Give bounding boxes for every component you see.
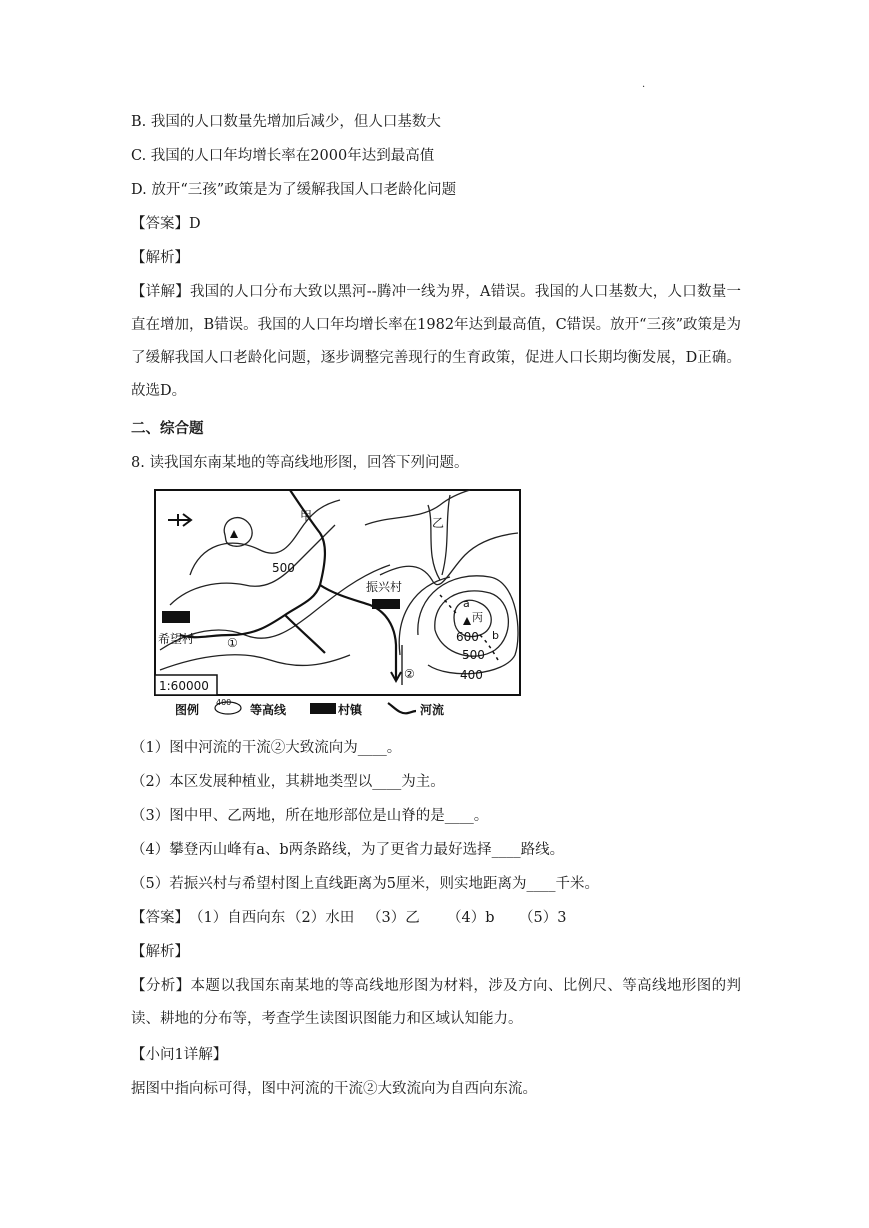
sub-question-4: （4）攀登丙山峰有a、b两条路线，为了更省力最好选择____路线。 xyxy=(131,842,565,858)
label-b: b xyxy=(492,629,499,642)
sub-question-1: （1）图中河流的干流②大致流向为____。 xyxy=(131,740,402,756)
label-a: a xyxy=(463,597,470,610)
section-title: 二、综合题 xyxy=(131,420,204,437)
label-xiwang: 希望村 xyxy=(158,632,195,646)
label-yi: 乙 xyxy=(432,516,445,530)
legend-river-icon xyxy=(388,703,416,713)
option-d: D. 放开“三孩”政策是为了缓解我国人口老龄化问题 xyxy=(131,182,457,198)
page-mark: · xyxy=(642,82,646,93)
village-xiwang-icon xyxy=(162,611,190,623)
analysis-7-label: 【解析】 xyxy=(131,250,189,266)
label-circle-2: ② xyxy=(404,667,415,681)
label-scale: 1:60000 xyxy=(159,679,209,693)
answer-8-item: （3）乙 xyxy=(367,910,420,926)
answer-8-item: （2）水田 xyxy=(287,910,355,926)
village-zhenxing-icon xyxy=(372,599,400,609)
label-bing: 丙 xyxy=(472,611,483,624)
answer-7: 【答案】D xyxy=(131,216,201,232)
analysis-8-label: 【解析】 xyxy=(131,944,189,960)
label-600: 600 xyxy=(456,630,479,644)
option-c: C. 我国的人口年均增长率在2000年达到最高值 xyxy=(131,148,435,164)
label-jia: 甲 xyxy=(300,509,313,523)
label-500-left: 500 xyxy=(272,561,295,575)
analysis-8: 【分析】本题以我国东南某地的等高线地形图为材料，涉及方向、比例尺、等高线地形图的判读、耕地的分布等，考查学生读图识图能力和区域认知能力。 xyxy=(131,978,741,1027)
sub-question-2: （2）本区发展种植业，其耕地类型以____为主。 xyxy=(131,774,445,790)
label-500: 500 xyxy=(462,648,485,662)
answer-8-item: （4）b xyxy=(447,910,495,926)
sub1-detail-label: 【小问1详解】 xyxy=(131,1047,228,1063)
label-400: 400 xyxy=(460,668,483,682)
option-b: B. 我国的人口数量先增加后减少，但人口基数大 xyxy=(131,114,441,130)
answer-8 xyxy=(131,908,566,928)
legend-contour-value: 400 xyxy=(216,698,232,707)
label-zhenxing: 振兴村 xyxy=(366,580,403,594)
detail-7: 【详解】我国的人口分布大致以黑河--腾冲一线为界，A错误。我国的人口基数大，人口数量一直在增加，B错误。我国的人口年均增长率在1982年达到最高值，C错误。放开“三孩”政策是为了缓解我国人口老龄化问题，逐步调整完善现行的生育政策，促进人口长期均衡发展，D正确。故选D。 xyxy=(131,284,741,399)
legend-river-label: 河流 xyxy=(420,703,445,717)
label-circle-1: ① xyxy=(227,636,238,650)
legend-contour-label: 等高线 xyxy=(250,703,287,717)
sub-question-5: （5）若振兴村与希望村图上直线距离为5厘米，则实地距离为____千米。 xyxy=(131,876,599,892)
legend-title: 图例 xyxy=(175,703,200,717)
sub1-detail: 据图中指向标可得，图中河流的干流②大致流向为自西向东流。 xyxy=(131,1081,537,1097)
question-8: 8. 读我国东南某地的等高线地形图，回答下列问题。 xyxy=(131,455,469,471)
answer-8-label: 【答案】 xyxy=(131,910,189,926)
map-frame xyxy=(155,490,520,695)
answer-8-item: （5）3 xyxy=(519,910,567,926)
legend-village-icon xyxy=(310,703,336,714)
sub-question-3: （3）图中甲、乙两地，所在地形部位是山脊的是____。 xyxy=(131,808,489,824)
legend-village-label: 村镇 xyxy=(338,703,363,717)
contour-map xyxy=(150,485,530,720)
answer-8-item: （1）自西向东 xyxy=(189,910,286,926)
